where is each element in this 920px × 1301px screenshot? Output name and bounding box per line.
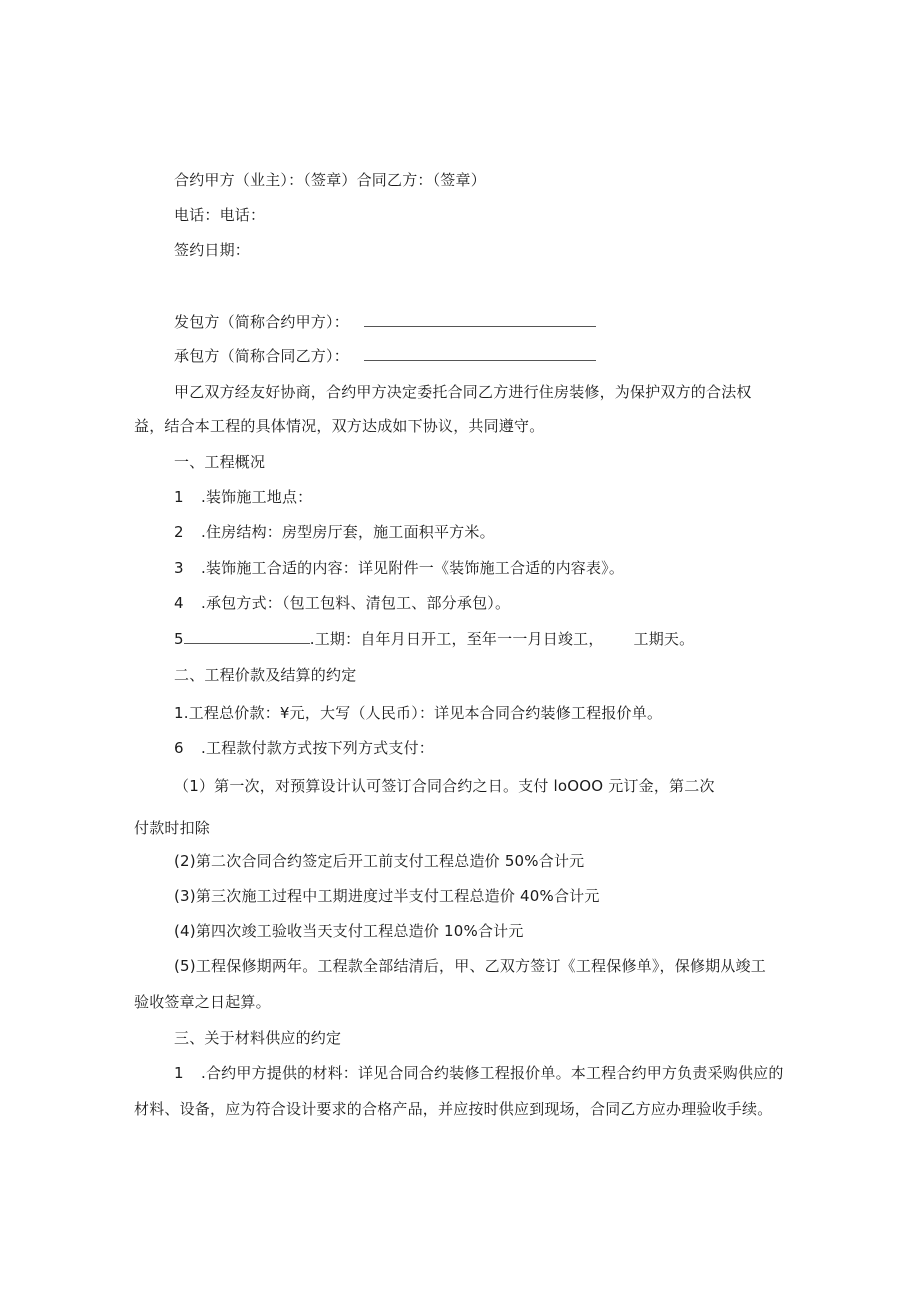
payment-1-line-2: 付款时扣除 bbox=[134, 819, 211, 837]
issuer-label: 发包方（简称合约甲方）： bbox=[174, 313, 349, 331]
payment-1-line-1: （1）第一次，对预算设计认可签订合同合约之日。支付 loOOO 元订金，第二次 bbox=[174, 777, 715, 795]
intro-line-2: 益，结合本工程的具体情况，双方达成如下协议，共同遵守。 bbox=[134, 417, 545, 435]
item-text: .合约甲方提供的材料：详见合同合约装修工程报价单。本工程合约甲方负责采购供应的 bbox=[201, 1064, 784, 1082]
section1-item-4 bbox=[174, 593, 510, 613]
payment-5-line-1: (5)工程保修期两年。工程款全部结清后，甲、乙双方签订《工程保修单》，保修期从竣工 bbox=[174, 957, 766, 975]
issuer-blank bbox=[364, 312, 596, 327]
section2-heading: 二、工程价款及结算的约定 bbox=[174, 666, 357, 684]
item-number: 6 bbox=[174, 739, 184, 757]
item-number: 1 bbox=[174, 1064, 184, 1082]
item-number: 1 bbox=[174, 488, 184, 506]
section1-item-1 bbox=[174, 487, 312, 507]
item5-blank bbox=[184, 629, 310, 644]
item-text: .住房结构：房型房厅套，施工面积平方米。 bbox=[201, 523, 495, 541]
section3-heading: 三、关于材料供应的约定 bbox=[174, 1029, 342, 1047]
section1-item-5 bbox=[174, 629, 694, 649]
contractor-line bbox=[174, 346, 596, 366]
item-number: 5 bbox=[174, 630, 184, 648]
section3-item-1-line-1 bbox=[174, 1063, 784, 1083]
signature-date-line: 签约日期： bbox=[174, 241, 251, 259]
item-number: 2 bbox=[174, 523, 184, 541]
section1-item-2 bbox=[174, 522, 495, 542]
item-text: .工期：自年月日开工，至年一一月日竣工， bbox=[309, 630, 604, 648]
signature-parties-line: 合约甲方（业主）：（签章）合同乙方：（签章） bbox=[174, 171, 486, 189]
payment-5-line-2: 验收签章之日起算。 bbox=[134, 993, 271, 1011]
payment-2: (2)第二次合同合约签定后开工前支付工程总造价 50%合计元 bbox=[174, 852, 585, 870]
signature-phone-line: 电话：电话： bbox=[174, 206, 266, 224]
item-text: .工程款付款方式按下列方式支付： bbox=[201, 739, 434, 757]
contractor-blank bbox=[364, 346, 596, 361]
item-number: 4 bbox=[174, 594, 184, 612]
section1-item-3 bbox=[174, 558, 624, 578]
payment-3: (3)第三次施工过程中工期进度过半支付工程总造价 40%合计元 bbox=[174, 887, 600, 905]
intro-line-1: 甲乙双方经友好协商，合约甲方决定委托合同乙方进行住房装修，为保护双方的合法权 bbox=[174, 383, 752, 401]
section3-item-1-line-2: 材料、设备，应为符合设计要求的合格产品，并应按时供应到现场，合同乙方应办理验收手续。 bbox=[134, 1100, 773, 1118]
item-number: 3 bbox=[174, 559, 184, 577]
contractor-label: 承包方（简称合同乙方）： bbox=[174, 347, 349, 365]
section2-item-6 bbox=[174, 738, 434, 758]
payment-4: (4)第四次竣工验收当天支付工程总造价 10%合计元 bbox=[174, 922, 524, 940]
issuer-line bbox=[174, 312, 596, 332]
item-text: .装饰施工合适的内容：详见附件一《装饰施工合适的内容表》。 bbox=[201, 559, 625, 577]
section2-item-1: 1.工程总价款：¥元，大写（人民币）：详见本合同合约装修工程报价单。 bbox=[174, 704, 663, 722]
item-tail: 工期天。 bbox=[633, 630, 695, 648]
item-text: .装饰施工地点： bbox=[201, 488, 313, 506]
section1-heading: 一、工程概况 bbox=[174, 453, 266, 471]
item-text: .承包方式：（包工包料、清包工、部分承包）。 bbox=[201, 594, 511, 612]
